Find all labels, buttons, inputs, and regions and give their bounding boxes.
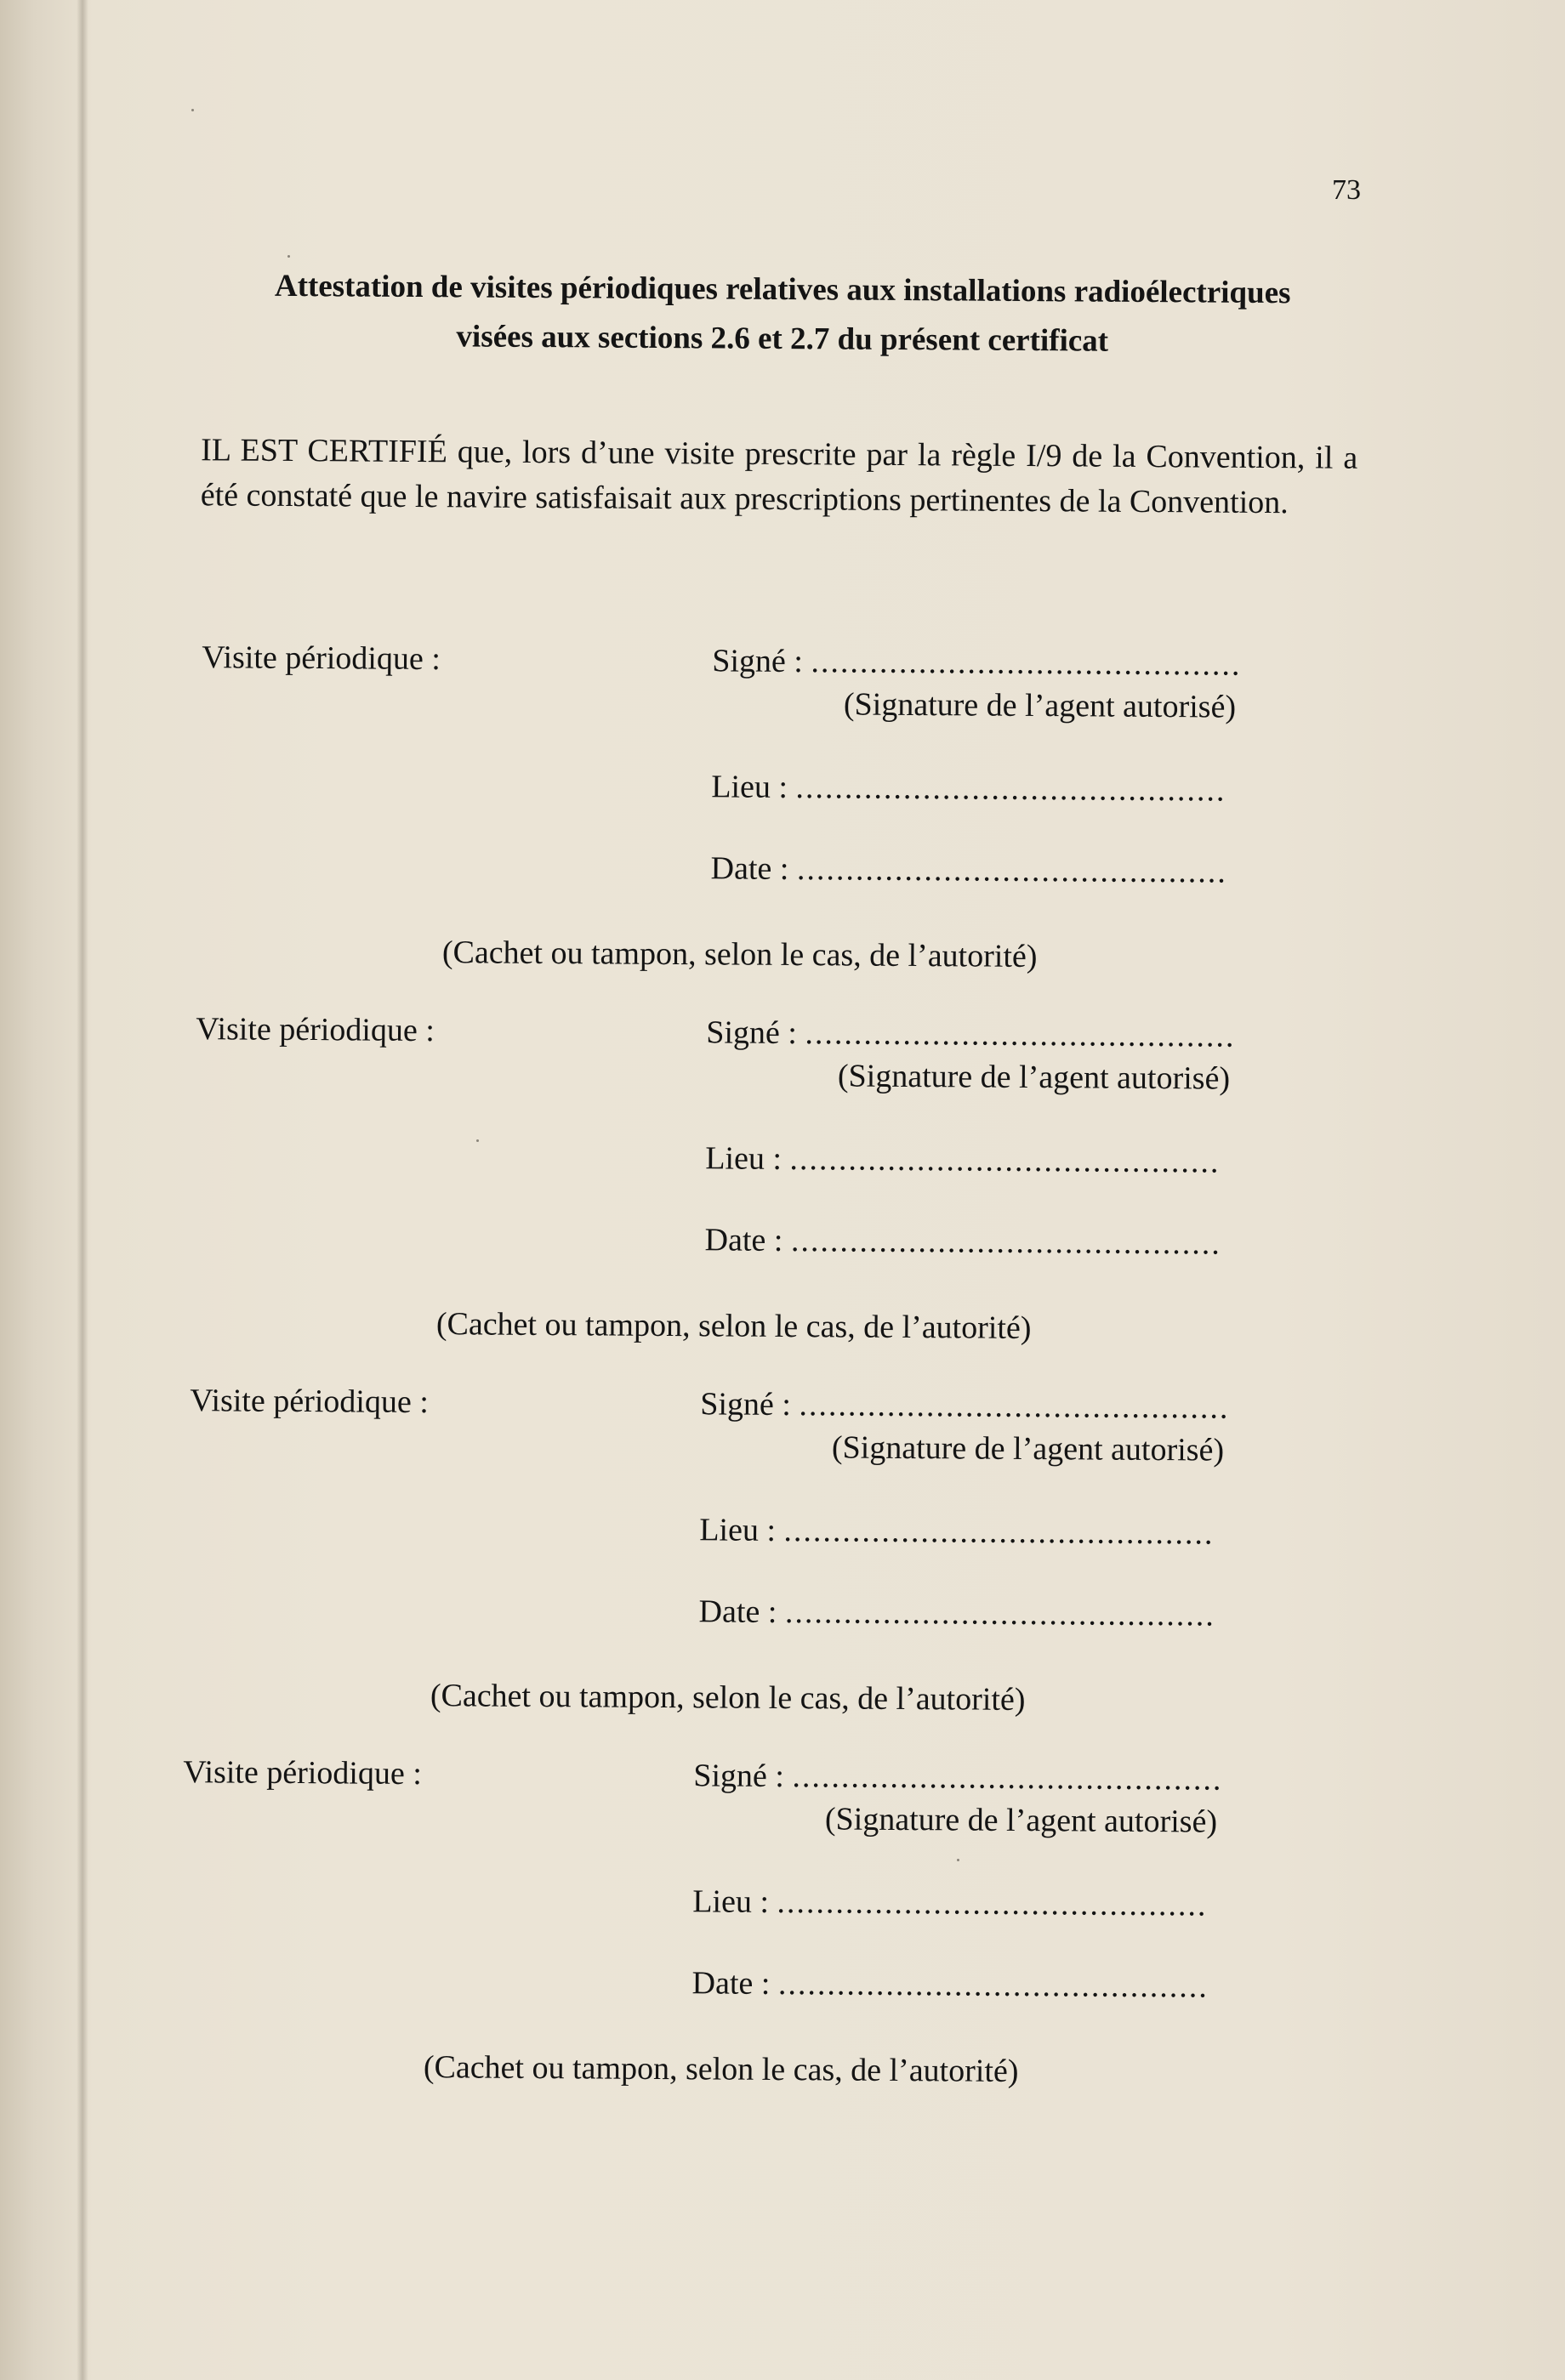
visit-label: Visite périodique : (202, 639, 441, 678)
document-title (196, 261, 1370, 368)
date-dotted-line: ............................................ (777, 1966, 1209, 2005)
page-spine-shadow (77, 0, 88, 2380)
signed-dotted-line: ............................................ (799, 1387, 1230, 1426)
visit-label: Visite périodique : (190, 1383, 430, 1421)
date-dotted-line: ............................................ (790, 1223, 1222, 1262)
paper-speck (476, 1139, 479, 1142)
visit-block-1 (200, 639, 1393, 1004)
visit-block-3 (188, 1382, 1381, 1747)
signature-note: (Signature de l’agent autorisé) (843, 686, 1237, 725)
place-label: Lieu : (711, 769, 788, 805)
signed-label: Signé : (712, 643, 804, 680)
place-field[interactable] (711, 768, 1226, 809)
place-field[interactable] (705, 1139, 1220, 1180)
signed-dotted-line: ............................................ (792, 1758, 1223, 1798)
place-dotted-line: ............................................ (783, 1512, 1215, 1552)
stamp-note: (Cachet ou tampon, selon le cas, de l’autorité) (441, 934, 1038, 974)
signature-note: (Signature de l’agent autorisé) (837, 1058, 1231, 1097)
signed-field[interactable] (712, 642, 1241, 683)
signed-field[interactable] (700, 1385, 1229, 1426)
signed-dotted-line: ............................................ (811, 644, 1242, 683)
title-line-2: visées aux sections 2.6 et 2.7 du présent certificat (456, 319, 1109, 359)
date-label: Date : (691, 1965, 771, 2002)
date-label: Date : (710, 850, 789, 887)
signature-note: (Signature de l’agent autorisé) (824, 1801, 1218, 1840)
paper-speck (287, 255, 290, 258)
date-field[interactable] (704, 1221, 1221, 1262)
place-dotted-line: ............................................ (795, 769, 1226, 809)
certification-statement: IL EST CERTIFIÉ que, lors d’une visite prescrite par la règle I/9 de la Convention, il a été constaté que le navire satisfaisait aux prescriptions pertinentes de la Convention. (200, 432, 1358, 521)
signed-dotted-line: ............................................ (805, 1015, 1236, 1054)
signed-field[interactable] (706, 1014, 1235, 1054)
signed-label: Signé : (700, 1386, 792, 1423)
visit-block-4 (181, 1753, 1374, 2119)
date-field[interactable] (698, 1593, 1215, 1633)
place-dotted-line: ............................................ (777, 1883, 1208, 1923)
visit-block-2 (194, 1010, 1387, 1376)
date-field[interactable] (710, 849, 1227, 890)
date-field[interactable] (691, 1964, 1209, 2005)
visit-label: Visite périodique : (183, 1754, 423, 1792)
stamp-note: (Cachet ou tampon, selon le cas, de l’autorité) (435, 1306, 1032, 1346)
paper-speck (957, 1859, 959, 1861)
date-dotted-line: ............................................ (784, 1594, 1216, 1633)
signed-label: Signé : (706, 1014, 798, 1052)
paper-speck (191, 109, 194, 111)
signed-field[interactable] (693, 1757, 1222, 1798)
date-dotted-line: ............................................ (796, 851, 1228, 890)
place-field[interactable] (692, 1883, 1207, 1923)
stamp-note: (Cachet ou tampon, selon le cas, de l’autorité) (423, 2049, 1019, 2089)
signed-label: Signé : (693, 1758, 785, 1795)
place-dotted-line: ............................................ (789, 1140, 1221, 1180)
place-label: Lieu : (705, 1140, 782, 1177)
place-field[interactable] (699, 1511, 1214, 1552)
place-label: Lieu : (692, 1883, 770, 1920)
title-line-1: Attestation de visites périodiques relatives aux installations radioélectriques (274, 268, 1291, 311)
signature-note: (Signature de l’agent autorisé) (831, 1429, 1225, 1468)
date-label: Date : (698, 1593, 777, 1630)
place-label: Lieu : (699, 1512, 777, 1548)
date-label: Date : (704, 1222, 783, 1258)
visit-label: Visite périodique : (196, 1011, 435, 1049)
page-number: 73 (1332, 174, 1361, 206)
stamp-note: (Cachet ou tampon, selon le cas, de l’autorité) (430, 1678, 1026, 1718)
